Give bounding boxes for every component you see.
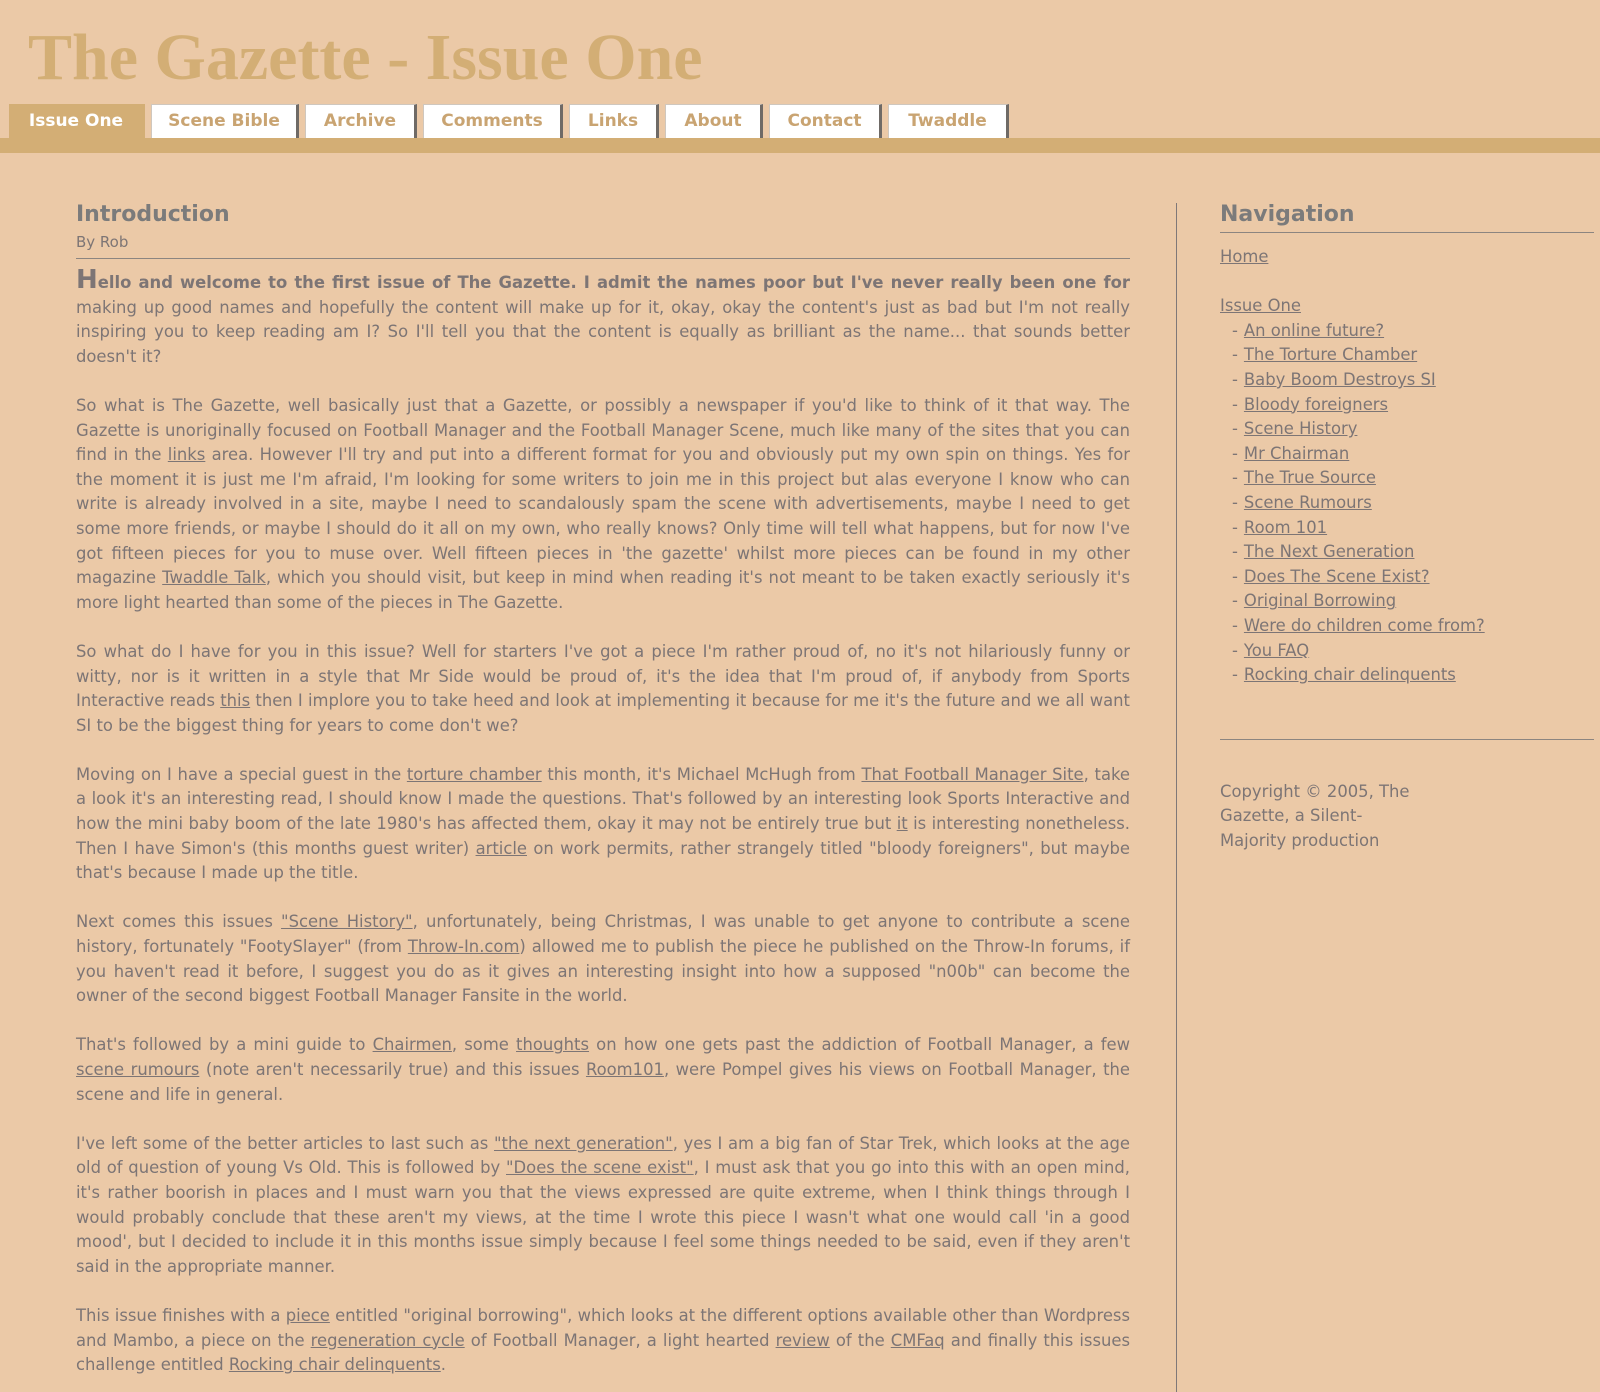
paragraph-text: ) allowed me to publish the piece he published on the Throw-In forums, if you haven't read it before, I suggest you do as it gives an interesting insight into how a supposed "n00b" can become the owner of the second biggest Football Manager Fansite in the world.: [76, 937, 1130, 1006]
sidebar-item-link[interactable]: Scene Rumours: [1243, 492, 1372, 512]
sidebar-item: [1220, 565, 1592, 590]
paragraph-2: [76, 394, 1130, 615]
article-byline: By Rob: [76, 233, 129, 251]
sidebar-item-dash: -: [1232, 419, 1238, 439]
tab-about[interactable]: About: [665, 104, 763, 138]
paragraph-text: , take a look it's an interesting read, I should know I made the questions. That's followed by an interesting look Sports Interactive and how the mini baby boom of the late 1980's has affected them, okay it may not be entirely true but: [76, 764, 1130, 834]
sidebar-item-link[interactable]: Mr Chairman: [1243, 443, 1350, 463]
tab-bar-underline: [0, 138, 1600, 153]
sidebar-item-dash: -: [1232, 591, 1238, 611]
sidebar-item: [1220, 614, 1592, 639]
regeneration-cycle-link[interactable]: regeneration cycle: [310, 1330, 465, 1350]
sidebar-item-dash: -: [1232, 566, 1238, 586]
sidebar-item-link[interactable]: Rocking chair delinquents: [1243, 665, 1456, 685]
sidebar-item: [1220, 343, 1592, 368]
tab-links[interactable]: Links: [569, 104, 659, 138]
paragraph-text: area. However I'll try and put into a different format for you and obviously put my own spin on things. Yes for the moment it is just me I'm afraid, I'm looking for some writers to join me in this project but alas everyone I know who can write is already involved in a site, maybe I need to scandalously spam the scene with advertisements, maybe I need to get some more friends, or maybe I should do it all on my own, who really knows? Only time will tell what happens, but for now I've got fifteen pieces for you to muse over. Well fifteen pieces in 'the gazette' whilst more pieces can be found in my other magazine: [76, 445, 1130, 588]
sidebar-divider: [1220, 232, 1594, 233]
sidebar-item: [1220, 417, 1592, 442]
tab-comments[interactable]: Comments: [423, 104, 563, 138]
sidebar-item-link[interactable]: Does The Scene Exist?: [1243, 566, 1430, 586]
sidebar-divider-bottom: [1220, 739, 1594, 740]
paragraph-text: this month, it's Michael McHugh from: [541, 764, 862, 784]
paragraph-text: So what is The Gazette, well basically just that a Gazette, or possibly a newspaper if you'd like to think of it that way. The Gazette is unoriginally focused on Football Manager and the Football Manager Scene, much like many of the sites that you can find in the: [76, 395, 1130, 465]
sidebar-item: [1220, 442, 1592, 467]
sidebar-item-link[interactable]: An online future?: [1243, 320, 1385, 340]
thoughts-link[interactable]: thoughts: [516, 1035, 590, 1055]
paragraph-5: [76, 910, 1130, 1008]
sidebar-item: [1220, 491, 1592, 516]
sidebar-item: [1220, 589, 1592, 614]
sidebar-item-dash: -: [1232, 492, 1238, 512]
paragraph-text: So what do I have for you in this issue? Well for starters I've got a piece I'm rather proud of, no it's not hilariously funny or witty, nor is it written in a style that Mr Side would be proud of, it's the idea that I'm proud of, if anybody from Sports Interactive reads: [76, 641, 1130, 711]
sidebar-item-link[interactable]: Bloody foreigners: [1243, 394, 1389, 414]
scene-history-link[interactable]: "Scene History": [281, 912, 413, 932]
tab-contact[interactable]: Contact: [769, 104, 882, 138]
sidebar-item-dash: -: [1232, 517, 1238, 537]
piece-link[interactable]: piece: [285, 1305, 330, 1325]
paragraph-text: , some: [451, 1035, 517, 1055]
sidebar-item-dash: -: [1232, 542, 1238, 562]
tab-archive[interactable]: Archive: [305, 104, 417, 138]
paragraph-text: and finally this issues challenge entitled: [76, 1330, 1131, 1375]
sidebar-item-dash: -: [1232, 394, 1238, 414]
it-link[interactable]: it: [896, 814, 908, 834]
article-title: Introduction: [76, 202, 230, 227]
sidebar-item: [1220, 516, 1592, 541]
that-football-manager-site-link[interactable]: That Football Manager Site: [861, 764, 1084, 784]
sidebar-item-link[interactable]: The Next Generation: [1243, 542, 1415, 562]
sidebar-item: [1220, 639, 1592, 664]
next-generation-link[interactable]: "the next generation": [493, 1133, 673, 1153]
tab-issue-one[interactable]: Issue One: [9, 104, 145, 138]
paragraph-6: [76, 1033, 1130, 1107]
paragraph-4: [76, 763, 1130, 886]
links-link[interactable]: links: [167, 445, 206, 465]
tab-scene-bible[interactable]: Scene Bible: [151, 104, 299, 138]
sidebar-item-link[interactable]: You FAQ: [1243, 640, 1310, 660]
paragraph-text: then I implore you to take heed and look at implementing it because for me it's the future and we all want SI to be the biggest thing for years to come don't we?: [76, 691, 1130, 735]
paragraph-text: That's followed by a mini guide to: [76, 1035, 373, 1055]
sidebar-item-link[interactable]: Scene History: [1243, 419, 1358, 439]
torture-chamber-link[interactable]: torture chamber: [406, 764, 542, 784]
article-divider: [76, 258, 1130, 259]
sidebar-item-dash: -: [1232, 468, 1238, 488]
lead-text: ello and welcome to the first issue of The Gazette. I admit the names poor but I've never really been one for: [97, 273, 1130, 292]
scene-rumours-link[interactable]: scene rumours: [76, 1060, 200, 1079]
drop-cap: H: [76, 265, 98, 295]
twaddle-talk-link[interactable]: Twaddle Talk: [162, 568, 266, 588]
sidebar-article-list: [1220, 319, 1592, 688]
site-title: The Gazette - Issue One: [28, 21, 703, 94]
paragraph-text: on how one gets past the addiction of Football Manager, a few: [589, 1035, 1131, 1055]
paragraph-text: of the: [829, 1330, 891, 1350]
sidebar-item-link[interactable]: Were do children come from?: [1243, 615, 1485, 635]
sidebar-item-dash: -: [1232, 640, 1238, 660]
paragraph-text: entitled "original borrowing", which looks at the different options available other than Wordpress and Mambo, a piece on the: [76, 1305, 1130, 1350]
sidebar-item-link[interactable]: Room 101: [1243, 517, 1328, 537]
chairmen-link[interactable]: Chairmen: [372, 1035, 452, 1055]
sidebar-issue-one-link[interactable]: Issue One: [1220, 296, 1301, 316]
paragraph-text: Moving on I have a special guest in the: [76, 764, 407, 784]
sidebar-home-link[interactable]: Home: [1220, 247, 1269, 266]
article: [76, 198, 1130, 1378]
paragraph-text: I've left some of the better articles to last such as: [76, 1133, 494, 1153]
paragraph-text: making up good names and hopefully the content will make up for it, okay, okay the content's just as bad but I'm not really inspiring you to keep reading am I? So I'll tell you that the content is equally as brilliant as the name... that sounds better doesn't it?: [76, 297, 1130, 366]
sidebar-item-link[interactable]: Baby Boom Destroys SI: [1243, 369, 1436, 389]
sidebar-item: [1220, 319, 1592, 344]
sidebar-item: [1220, 466, 1592, 491]
sidebar-item: [1220, 663, 1592, 688]
tab-twaddle[interactable]: Twaddle: [888, 104, 1009, 138]
this-link[interactable]: this: [220, 691, 251, 711]
paragraph-3: [76, 640, 1130, 738]
article-link[interactable]: article: [475, 838, 527, 858]
copyright-text: Copyright © 2005, The Gazette, a Silent-Majority production: [1220, 781, 1410, 850]
paragraph-text: , unfortunately, being Christmas, I was unable to get anyone to contribute a scene history, fortunately "FootySlayer" (from: [76, 912, 1130, 957]
room101-link[interactable]: Room101: [585, 1060, 664, 1079]
paragraph-text: , I must ask that you go into this with an open mind, it's rather boorish in places and I must warn you that the views expressed are quite extreme, when I think things through I would probably conclude that these aren't my views, at the time I wrote this piece I wasn't what one would call 'in a good mood', but I decided to include it in this months issue simply because I feel some things needed to be said, even if they aren't said in the appropriate manner.: [76, 1158, 1130, 1276]
sidebar-title: Navigation: [1220, 202, 1355, 227]
sidebar-item-link[interactable]: The Torture Chamber: [1243, 345, 1418, 365]
sidebar-item-dash: -: [1232, 320, 1238, 340]
does-scene-exist-link[interactable]: "Does the scene exist": [506, 1158, 694, 1178]
column-divider: [1176, 203, 1177, 1392]
paragraph-7: [76, 1132, 1130, 1280]
sidebar-item: [1220, 368, 1592, 393]
paragraph-text: Next comes this issues: [76, 912, 282, 932]
sidebar-item-dash: -: [1232, 345, 1238, 365]
rocking-chair-link[interactable]: Rocking chair delinquents: [228, 1355, 441, 1375]
sidebar-item-dash: -: [1232, 443, 1238, 463]
paragraph-text: , yes I am a big fan of Star Trek, which looks at the age old of question of young Vs Old. This is followed by: [76, 1133, 1130, 1178]
sidebar: [1220, 198, 1592, 853]
sidebar-item-dash: -: [1232, 615, 1238, 635]
sidebar-item: [1220, 540, 1592, 565]
paragraph-text: is interesting nonetheless. Then I have Simon's (this months guest writer): [76, 814, 1130, 858]
sidebar-item-link[interactable]: The True Source: [1243, 468, 1376, 488]
cmfaq-link[interactable]: CMFaq: [890, 1330, 945, 1350]
paragraph-8: [76, 1304, 1130, 1378]
paragraph-text: .: [440, 1355, 446, 1375]
throw-in-link[interactable]: Throw-In.com: [407, 937, 520, 957]
tab-bar: [9, 104, 1009, 138]
sidebar-item: [1220, 393, 1592, 418]
paragraph-1: [76, 265, 1130, 369]
sidebar-item-dash: -: [1232, 665, 1238, 685]
paragraph-text: , which you should visit, but keep in mind when reading it's not meant to be taken exactly seriously it's more light hearted than some of the pieces in The Gazette.: [76, 568, 1130, 612]
paragraph-text: , were Pompel gives his views on Football Manager, the scene and life in general.: [76, 1060, 1130, 1104]
paragraph-text: on work permits, rather strangely titled "bloody foreigners", but maybe that's because I made up the title.: [76, 838, 1131, 883]
paragraph-text: of Football Manager, a light hearted: [464, 1330, 776, 1350]
paragraph-text: (note aren't necessarily true) and this issues: [199, 1060, 586, 1079]
paragraph-text: This issue finishes with a: [76, 1305, 286, 1325]
review-link[interactable]: review: [775, 1330, 830, 1350]
sidebar-item-link[interactable]: Original Borrowing: [1243, 591, 1397, 611]
sidebar-item-dash: -: [1232, 369, 1238, 389]
